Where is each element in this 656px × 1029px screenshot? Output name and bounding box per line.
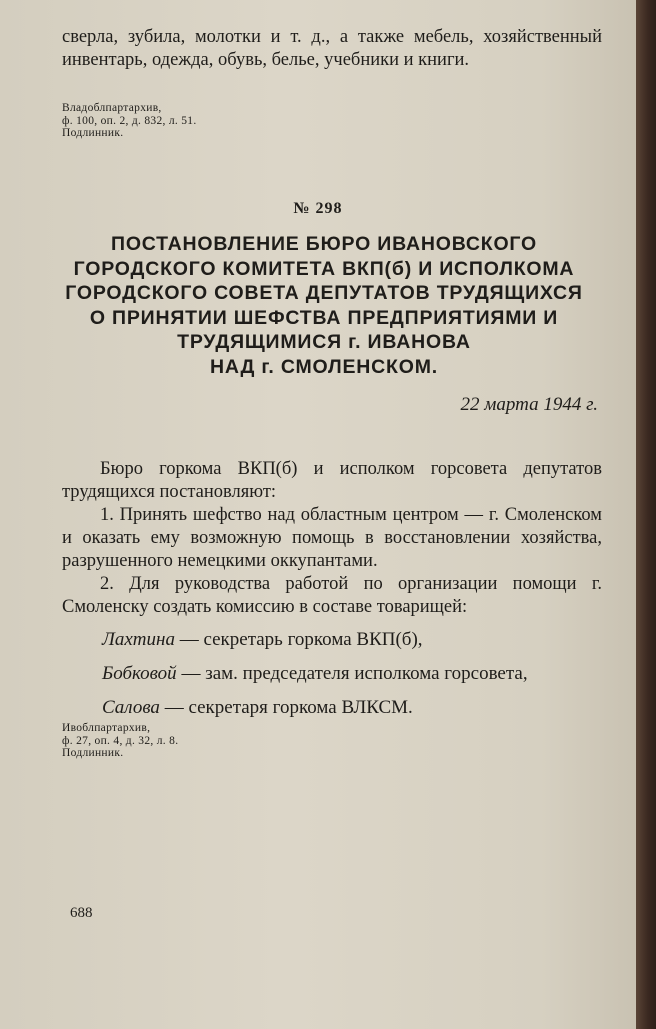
archive-fund: ф. 27, оп. 4, д. 32, л. 8. bbox=[62, 734, 179, 747]
archive-fund: ф. 100, оп. 2, д. 832, л. 51. bbox=[62, 114, 197, 127]
intro-paragraph: Бюро горкома ВКП(б) и исполком горсовета депутатов трудящихся постановляют: bbox=[62, 459, 602, 502]
point-2: 2. Для руководства работой по организации помощи г. Смоленску создать комиссию в составе товарищей: bbox=[62, 574, 602, 617]
member-role: — секретарь горкома ВКП(б), bbox=[174, 629, 423, 650]
book-binding-edge bbox=[636, 0, 656, 1029]
title-line: НАД г. СМОЛЕНСКОМ. bbox=[210, 355, 438, 378]
document-title bbox=[44, 232, 604, 379]
member-role: — зам. председателя исполкома горсовета, bbox=[176, 663, 528, 684]
commission-member bbox=[102, 627, 602, 653]
resolution-body bbox=[62, 458, 602, 721]
archive-status: Подлинник. bbox=[62, 127, 124, 139]
archive-reference-1 bbox=[62, 102, 602, 140]
archive-name: Владоблпартархив, bbox=[62, 102, 162, 114]
member-name: Салова bbox=[102, 697, 160, 718]
title-line: ТРУДЯЩИМИСЯ г. ИВАНОВА bbox=[177, 331, 471, 353]
archive-status: Подлинник. bbox=[62, 747, 124, 759]
member-name: Лахтина bbox=[102, 629, 175, 650]
title-line: ПОСТАНОВЛЕНИЕ БЮРО ИВАНОВСКОГО bbox=[111, 233, 537, 255]
commission-member bbox=[102, 695, 602, 721]
title-line: ГОРОДСКОГО СОВЕТА ДЕПУТАТОВ ТРУДЯЩИХСЯ bbox=[65, 282, 583, 304]
member-role: — секретаря горкома ВЛКСМ. bbox=[159, 697, 413, 718]
title-line: ГОРОДСКОГО КОМИТЕТА ВКП(б) И ИСПОЛКОМА bbox=[73, 257, 575, 280]
page-number: 688 bbox=[70, 905, 93, 921]
document-number: № 298 bbox=[293, 200, 343, 217]
title-line: О ПРИНЯТИИ ШЕФСТВА ПРЕДПРИЯТИЯМИ И bbox=[89, 306, 559, 329]
commission-member bbox=[102, 661, 602, 687]
point-1: 1. Принять шефство над областным центром — г. Смоленском и оказать ему возможную помощь в восстановлении хозяйства, разрушенного немецкими оккупантами. bbox=[62, 505, 602, 571]
continuation-paragraph: сверла, зубила, молотки и т. д., а также мебель, хозяйственный инвентарь, одежда, обувь, белье, учебники и книги. bbox=[62, 27, 602, 70]
document-date: 22 марта 1944 г. bbox=[460, 394, 598, 415]
archive-name: Ивоблпартархив, bbox=[62, 722, 151, 734]
member-name: Бобковой bbox=[102, 663, 177, 684]
archive-reference-2 bbox=[62, 722, 602, 760]
